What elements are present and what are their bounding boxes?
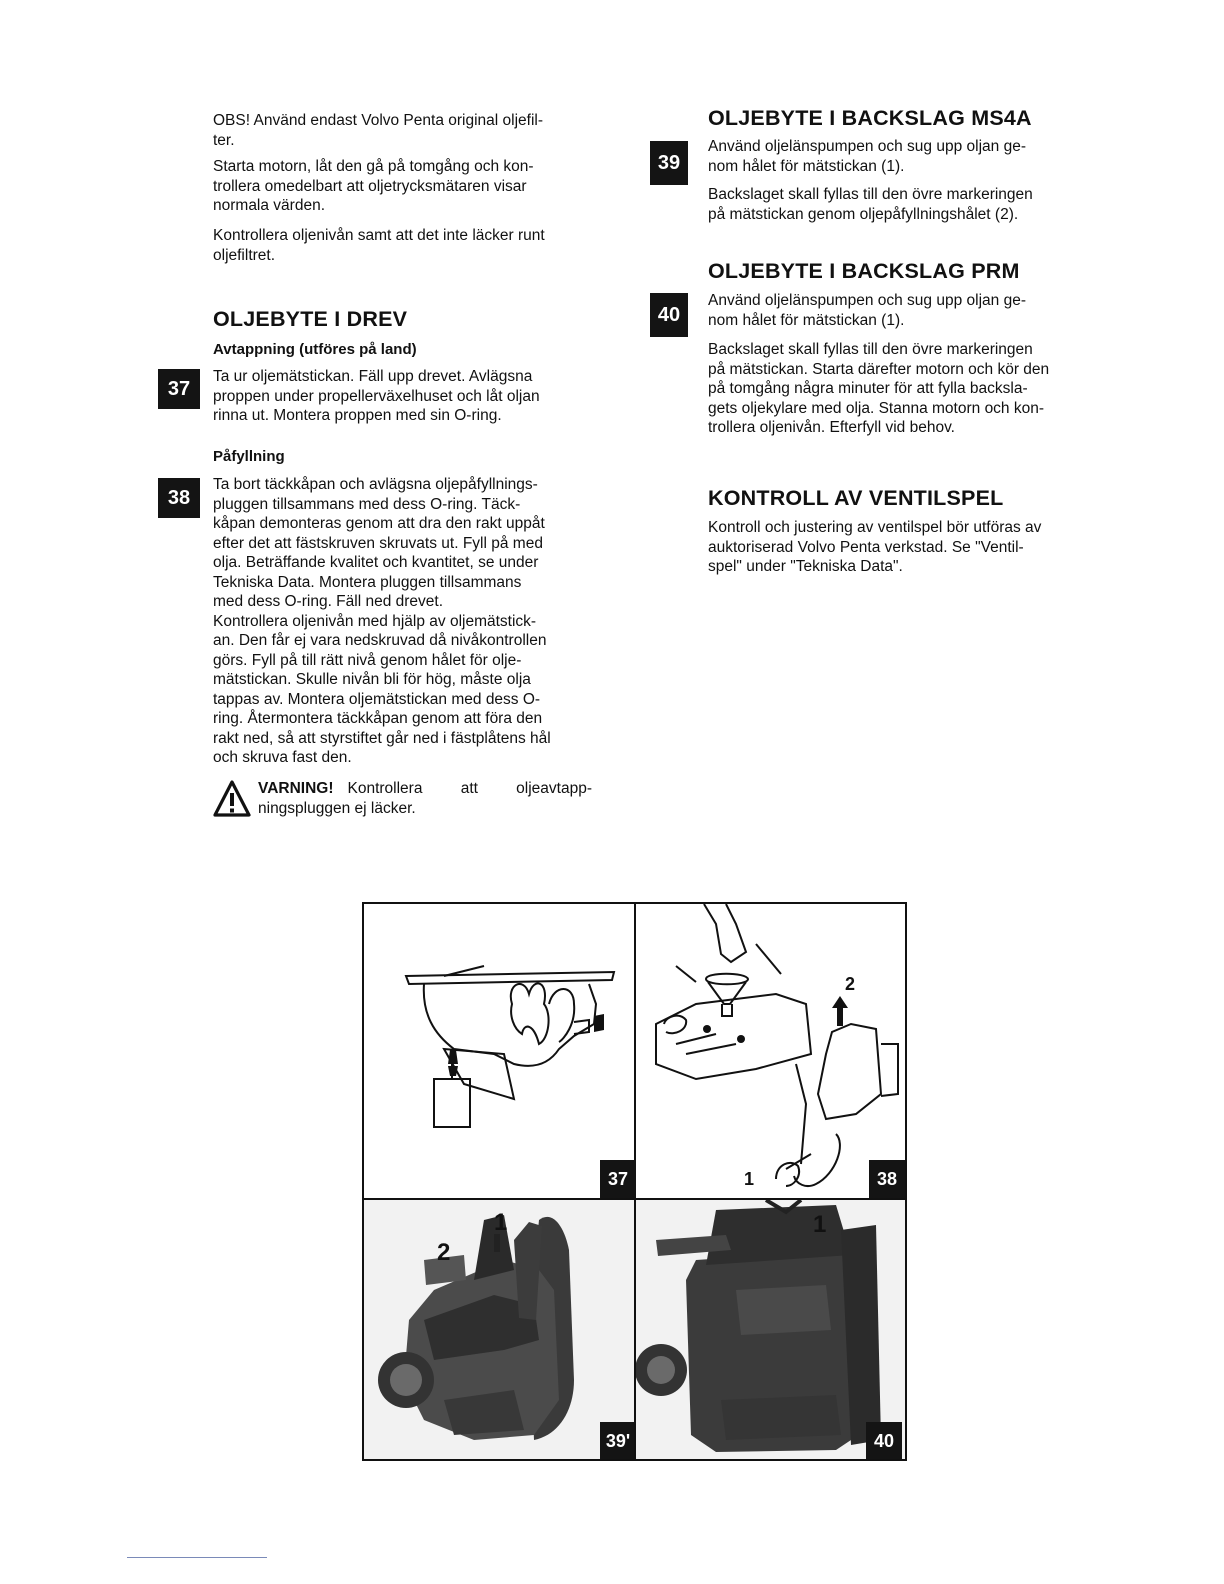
intro-paragraph-3 bbox=[213, 226, 545, 265]
figure-39-panel bbox=[364, 1200, 634, 1459]
section-title-prm: OLJEBYTE I BACKSLAG PRM bbox=[708, 259, 1020, 283]
text-line: Kontrollera oljenivån samt att det inte läcker runt bbox=[213, 227, 545, 244]
section-title-ventilspel: KONTROLL AV VENTILSPEL bbox=[708, 486, 1004, 510]
figure-39-badge: 39' bbox=[600, 1422, 634, 1459]
figure-38-panel bbox=[636, 904, 905, 1198]
text-line: Kontroll och justering av ventilspel bör utföras av bbox=[708, 519, 1042, 536]
pafyllning-paragraph bbox=[213, 475, 551, 768]
warning-triangle-icon bbox=[212, 779, 252, 819]
warning-line-1: Kontrollera att oljeavtapp- bbox=[347, 780, 592, 797]
figure-38-callout-2: 2 bbox=[845, 974, 856, 994]
text-line: ter. bbox=[213, 131, 235, 149]
text-line: oljefiltret. bbox=[213, 246, 276, 264]
figure-grid bbox=[362, 902, 907, 1461]
text-line: Tekniska Data. Montera pluggen tillsammans bbox=[213, 573, 522, 591]
text-line: mätstickan. Skulle nivån bli för hög, måste olja bbox=[213, 671, 531, 688]
footnote-rule bbox=[127, 1557, 267, 1558]
text-line: Backslaget skall fyllas till den övre markeringen bbox=[708, 186, 1033, 203]
figure-37-panel bbox=[364, 904, 634, 1198]
avtappning-paragraph bbox=[213, 367, 540, 426]
text-line: gets oljekylare med olja. Stanna motorn och kon- bbox=[708, 399, 1045, 417]
text-line: efter det att fästskruven skruvats ut. Fyll på med bbox=[213, 534, 543, 552]
text-line: trollera oljenivån. Efterfyll vid behov. bbox=[708, 419, 955, 436]
text-line: på mätstickan. Starta därefter motorn och kör den bbox=[708, 360, 1050, 378]
text-line: proppen under propellerväxelhuset och låt oljan bbox=[213, 387, 540, 405]
prm-paragraph-2 bbox=[708, 340, 1049, 438]
text-line: olja. Beträffande kvalitet och kvantitet, se under bbox=[213, 554, 539, 571]
prm-gearbox-photo bbox=[636, 1200, 905, 1459]
ventilspel-paragraph bbox=[708, 518, 1041, 577]
figure-39-callout-1: 1 bbox=[494, 1209, 508, 1236]
intro-paragraph-2 bbox=[213, 157, 534, 216]
section-title-ms4a: OLJEBYTE I BACKSLAG MS4A bbox=[708, 106, 1032, 130]
figure-38-callout-1: 1 bbox=[744, 1169, 755, 1189]
oil-filling-illustration bbox=[636, 904, 905, 1198]
subheading-pafyllning: Påfyllning bbox=[213, 448, 285, 465]
figure-39-callout-2: 2 bbox=[437, 1239, 451, 1266]
text-line: OBS! Använd endast Volvo Penta original oljefil- bbox=[213, 112, 544, 129]
warning-label: VARNING! bbox=[258, 780, 334, 797]
text-line: nom hålet för mätstickan (1). bbox=[708, 157, 905, 175]
warning-block bbox=[258, 779, 592, 818]
figure-38-badge: 38 bbox=[869, 1160, 905, 1198]
ms4a-paragraph-1 bbox=[708, 137, 1026, 176]
warning-first-line bbox=[258, 779, 592, 799]
text-line: på tomgång några minuter för att fylla backsla- bbox=[708, 380, 1028, 397]
text-line: trollera omedelbart att oljetrycksmätaren visar bbox=[213, 177, 527, 195]
ms4a-gearbox-photo bbox=[364, 1200, 634, 1459]
text-line: görs. Fyll på till rätt nivå genom hålet för olje- bbox=[213, 651, 522, 669]
prm-paragraph-1 bbox=[708, 291, 1026, 330]
section-title-oljebyte-drev: OLJEBYTE I DREV bbox=[213, 307, 408, 331]
ms4a-paragraph-2 bbox=[708, 185, 1033, 224]
text-line: Backslaget skall fyllas till den övre markeringen bbox=[708, 341, 1033, 358]
step-marker-40: 40 bbox=[650, 293, 688, 337]
text-line: Starta motorn, låt den gå på tomgång och kon- bbox=[213, 158, 534, 175]
subheading-avtappning: Avtappning (utföres på land) bbox=[213, 341, 417, 358]
text-line: Använd oljelänspumpen och sug upp oljan ge- bbox=[708, 138, 1026, 155]
text-line: rakt ned, så att styrstiftet går ned i fästplåtens hål bbox=[213, 729, 551, 747]
figure-40-badge: 40 bbox=[866, 1422, 902, 1459]
text-line: Använd oljelänspumpen och sug upp oljan ge- bbox=[708, 292, 1026, 309]
text-line: Ta bort täckkåpan och avlägsna oljepåfyllnings- bbox=[213, 476, 538, 493]
text-line: ring. Återmontera täckkåpan genom att föra den bbox=[213, 710, 543, 727]
text-line: Kontrollera oljenivån med hjälp av oljemätstick- bbox=[213, 612, 537, 630]
text-line: på mätstickan genom oljepåfyllningshålet (2). bbox=[708, 205, 1019, 223]
warning-line-2: ningspluggen ej läcker. bbox=[258, 799, 416, 817]
step-marker-38: 38 bbox=[158, 478, 200, 518]
step-marker-39: 39 bbox=[650, 141, 688, 185]
text-line: tappas av. Montera oljemätstickan med dess O- bbox=[213, 690, 541, 708]
figure-37-badge: 37 bbox=[600, 1160, 636, 1198]
text-line: pluggen tillsammans med dess O-ring. Täck- bbox=[213, 495, 521, 513]
figure-40-callout-1: 1 bbox=[813, 1211, 827, 1238]
text-line: normala värden. bbox=[213, 197, 326, 214]
text-line: rinna ut. Montera proppen med sin O-ring. bbox=[213, 407, 502, 424]
drive-leg-illustration bbox=[364, 904, 634, 1198]
text-line: med dess O-ring. Fäll ned drevet. bbox=[213, 593, 444, 610]
intro-paragraph-1 bbox=[213, 111, 543, 150]
figure-40-panel bbox=[636, 1200, 905, 1459]
text-line: nom hålet för mätstickan (1). bbox=[708, 311, 905, 329]
text-line: och skruva fast den. bbox=[213, 749, 352, 766]
text-line: an. Den får ej vara nedskruvad då nivåkontrollen bbox=[213, 632, 547, 649]
text-line: spel" under "Tekniska Data". bbox=[708, 558, 903, 575]
text-line: auktoriserad Volvo Penta verkstad. Se "Ventil- bbox=[708, 538, 1024, 556]
text-line: Ta ur oljemätstickan. Fäll upp drevet. Avlägsna bbox=[213, 368, 533, 385]
step-marker-37: 37 bbox=[158, 369, 200, 409]
text-line: kåpan demonteras genom att dra den rakt uppåt bbox=[213, 515, 545, 532]
